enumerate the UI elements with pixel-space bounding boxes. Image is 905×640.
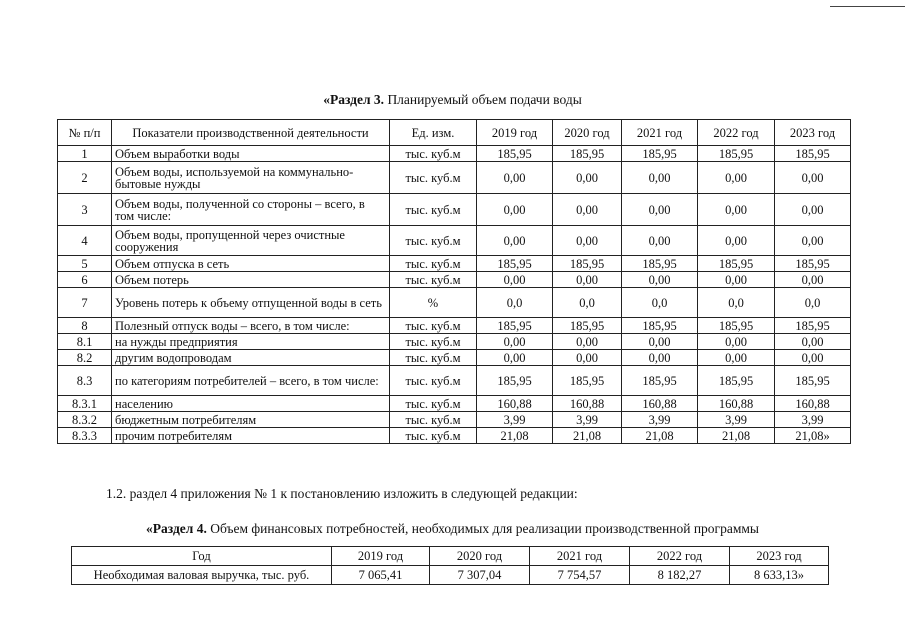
- column-header: 2023 год: [775, 120, 851, 146]
- table-row: [58, 162, 851, 194]
- table-row: [58, 256, 851, 272]
- column-header: Ед. изм.: [390, 120, 477, 146]
- table-row: [58, 350, 851, 366]
- amendment-paragraph: 1.2. раздел 4 приложения № 1 к постановлению изложить в следующей редакции:: [106, 486, 578, 501]
- row-value: 7 307,04: [430, 566, 530, 585]
- section4-title: [0, 521, 905, 537]
- row-number: 8: [58, 318, 112, 334]
- row-value: 160,88: [477, 396, 553, 412]
- financial-needs-table: [71, 546, 829, 585]
- row-value: 0,00: [553, 334, 622, 350]
- row-value: 8 633,13»: [730, 566, 829, 585]
- row-value: 185,95: [477, 256, 553, 272]
- row-indicator: Объем потерь: [112, 272, 390, 288]
- row-value: 0,00: [622, 226, 698, 256]
- row-value: 185,95: [698, 318, 775, 334]
- row-value: 21,08»: [775, 428, 851, 444]
- row-value: 0,00: [622, 194, 698, 226]
- section4-title-rest: Объем финансовых потребностей, необходимых для реализации производственной программы: [206, 521, 759, 536]
- row-number: 3: [58, 194, 112, 226]
- row-value: 185,95: [775, 146, 851, 162]
- row-value: 185,95: [775, 256, 851, 272]
- column-header: 2021 год: [530, 547, 630, 566]
- table-row: [58, 272, 851, 288]
- row-value: 160,88: [622, 396, 698, 412]
- row-indicator: Уровень потерь к объему отпущенной воды в сеть: [112, 288, 390, 318]
- row-value: 0,00: [698, 194, 775, 226]
- row-value: 185,95: [698, 256, 775, 272]
- row-value: 0,00: [698, 350, 775, 366]
- column-header: 2019 год: [332, 547, 430, 566]
- row-value: 0,0: [775, 288, 851, 318]
- column-header: № п/п: [58, 120, 112, 146]
- row-value: 0,00: [775, 194, 851, 226]
- row-number: 8.3: [58, 366, 112, 396]
- row-value: 185,95: [775, 366, 851, 396]
- row-value: 0,00: [622, 334, 698, 350]
- row-value: 160,88: [775, 396, 851, 412]
- row-indicator: Объем выработки воды: [112, 146, 390, 162]
- section3-title: [0, 92, 905, 108]
- water-supply-table: [57, 119, 851, 444]
- row-indicator: прочим потребителям: [112, 428, 390, 444]
- row-value: 8 182,27: [630, 566, 730, 585]
- row-indicator: Объем воды, используемой на коммунально-бытовые нужды: [112, 162, 390, 194]
- row-value: 185,95: [622, 366, 698, 396]
- row-value: 0,00: [553, 226, 622, 256]
- row-number: 4: [58, 226, 112, 256]
- row-value: 0,0: [553, 288, 622, 318]
- column-header: 2021 год: [622, 120, 698, 146]
- row-number: 6: [58, 272, 112, 288]
- row-value: 0,00: [553, 162, 622, 194]
- row-value: 185,95: [477, 146, 553, 162]
- row-value: 0,00: [775, 162, 851, 194]
- row-number: 8.2: [58, 350, 112, 366]
- row-unit: тыс. куб.м: [390, 412, 477, 428]
- row-value: 0,00: [553, 272, 622, 288]
- row-value: 185,95: [698, 146, 775, 162]
- corner-rule: [830, 6, 905, 7]
- row-value: 0,00: [622, 272, 698, 288]
- row-value: 0,00: [775, 226, 851, 256]
- column-header: 2020 год: [430, 547, 530, 566]
- table-row: [58, 288, 851, 318]
- row-value: 21,08: [477, 428, 553, 444]
- row-value: 0,00: [553, 194, 622, 226]
- row-indicator: Объем отпуска в сеть: [112, 256, 390, 272]
- row-value: 160,88: [698, 396, 775, 412]
- row-unit: %: [390, 288, 477, 318]
- row-value: 7 065,41: [332, 566, 430, 585]
- row-unit: тыс. куб.м: [390, 318, 477, 334]
- row-unit: тыс. куб.м: [390, 162, 477, 194]
- row-value: 0,00: [477, 272, 553, 288]
- section4-title-bold: «Раздел 4.: [146, 521, 207, 536]
- column-header: 2023 год: [730, 547, 829, 566]
- table-row: [58, 318, 851, 334]
- row-unit: тыс. куб.м: [390, 194, 477, 226]
- row-value: 3,99: [775, 412, 851, 428]
- row-value: 3,99: [698, 412, 775, 428]
- row-value: 0,00: [477, 194, 553, 226]
- row-value: 185,95: [477, 366, 553, 396]
- row-unit: тыс. куб.м: [390, 428, 477, 444]
- row-value: 0,00: [477, 162, 553, 194]
- row-value: 185,95: [622, 256, 698, 272]
- row-value: 0,00: [698, 334, 775, 350]
- column-header: 2022 год: [630, 547, 730, 566]
- row-value: 185,95: [775, 318, 851, 334]
- row-indicator: другим водопроводам: [112, 350, 390, 366]
- row-value: 185,95: [622, 146, 698, 162]
- row-unit: тыс. куб.м: [390, 272, 477, 288]
- row-value: 185,95: [698, 366, 775, 396]
- row-indicator: Объем воды, пропущенной через очистные сооружения: [112, 226, 390, 256]
- row-number: 8.3.3: [58, 428, 112, 444]
- row-number: 8.1: [58, 334, 112, 350]
- row-indicator: Объем воды, полученной со стороны – всего, в том числе:: [112, 194, 390, 226]
- row-value: 0,00: [477, 350, 553, 366]
- row-indicator: Необходимая валовая выручка, тыс. руб.: [72, 566, 332, 585]
- row-value: 0,0: [698, 288, 775, 318]
- column-header: 2019 год: [477, 120, 553, 146]
- row-value: 21,08: [698, 428, 775, 444]
- row-unit: тыс. куб.м: [390, 146, 477, 162]
- row-number: 2: [58, 162, 112, 194]
- row-value: 0,00: [698, 272, 775, 288]
- row-indicator: населению: [112, 396, 390, 412]
- row-value: 185,95: [553, 146, 622, 162]
- table-row: [58, 366, 851, 396]
- row-value: 0,00: [477, 226, 553, 256]
- table-row: [58, 334, 851, 350]
- row-value: 0,00: [622, 162, 698, 194]
- table-row: [58, 194, 851, 226]
- row-unit: тыс. куб.м: [390, 334, 477, 350]
- row-unit: тыс. куб.м: [390, 396, 477, 412]
- row-value: 21,08: [622, 428, 698, 444]
- row-value: 0,00: [698, 226, 775, 256]
- row-indicator: бюджетным потребителям: [112, 412, 390, 428]
- table-row: [58, 396, 851, 412]
- row-value: 3,99: [553, 412, 622, 428]
- table-row: [72, 566, 829, 585]
- table-row: [58, 428, 851, 444]
- row-value: 185,95: [553, 318, 622, 334]
- row-value: 21,08: [553, 428, 622, 444]
- column-header: Показатели производственной деятельности: [112, 120, 390, 146]
- table-row: [58, 226, 851, 256]
- row-unit: тыс. куб.м: [390, 350, 477, 366]
- row-value: 7 754,57: [530, 566, 630, 585]
- row-number: 1: [58, 146, 112, 162]
- row-indicator: на нужды предприятия: [112, 334, 390, 350]
- column-header: Год: [72, 547, 332, 566]
- row-unit: тыс. куб.м: [390, 226, 477, 256]
- table-row: [58, 146, 851, 162]
- row-indicator: по категориям потребителей – всего, в том числе:: [112, 366, 390, 396]
- row-value: 0,00: [553, 350, 622, 366]
- row-number: 5: [58, 256, 112, 272]
- table-row: [58, 412, 851, 428]
- row-value: 0,00: [775, 350, 851, 366]
- row-value: 0,00: [775, 272, 851, 288]
- row-value: 3,99: [477, 412, 553, 428]
- row-indicator: Полезный отпуск воды – всего, в том числе:: [112, 318, 390, 334]
- row-value: 0,0: [477, 288, 553, 318]
- row-value: 0,00: [698, 162, 775, 194]
- section3-title-rest: Планируемый объем подачи воды: [384, 92, 582, 107]
- row-value: 185,95: [622, 318, 698, 334]
- table-header-row: [72, 547, 829, 566]
- row-unit: тыс. куб.м: [390, 256, 477, 272]
- column-header: 2022 год: [698, 120, 775, 146]
- row-value: 0,0: [622, 288, 698, 318]
- row-number: 8.3.1: [58, 396, 112, 412]
- row-unit: тыс. куб.м: [390, 366, 477, 396]
- table-header-row: [58, 120, 851, 146]
- row-number: 7: [58, 288, 112, 318]
- row-value: 0,00: [775, 334, 851, 350]
- row-value: 3,99: [622, 412, 698, 428]
- column-header: 2020 год: [553, 120, 622, 146]
- row-value: 185,95: [553, 366, 622, 396]
- row-value: 0,00: [477, 334, 553, 350]
- row-number: 8.3.2: [58, 412, 112, 428]
- row-value: 185,95: [553, 256, 622, 272]
- row-value: 160,88: [553, 396, 622, 412]
- section3-title-bold: «Раздел 3.: [323, 92, 385, 107]
- row-value: 185,95: [477, 318, 553, 334]
- row-value: 0,00: [622, 350, 698, 366]
